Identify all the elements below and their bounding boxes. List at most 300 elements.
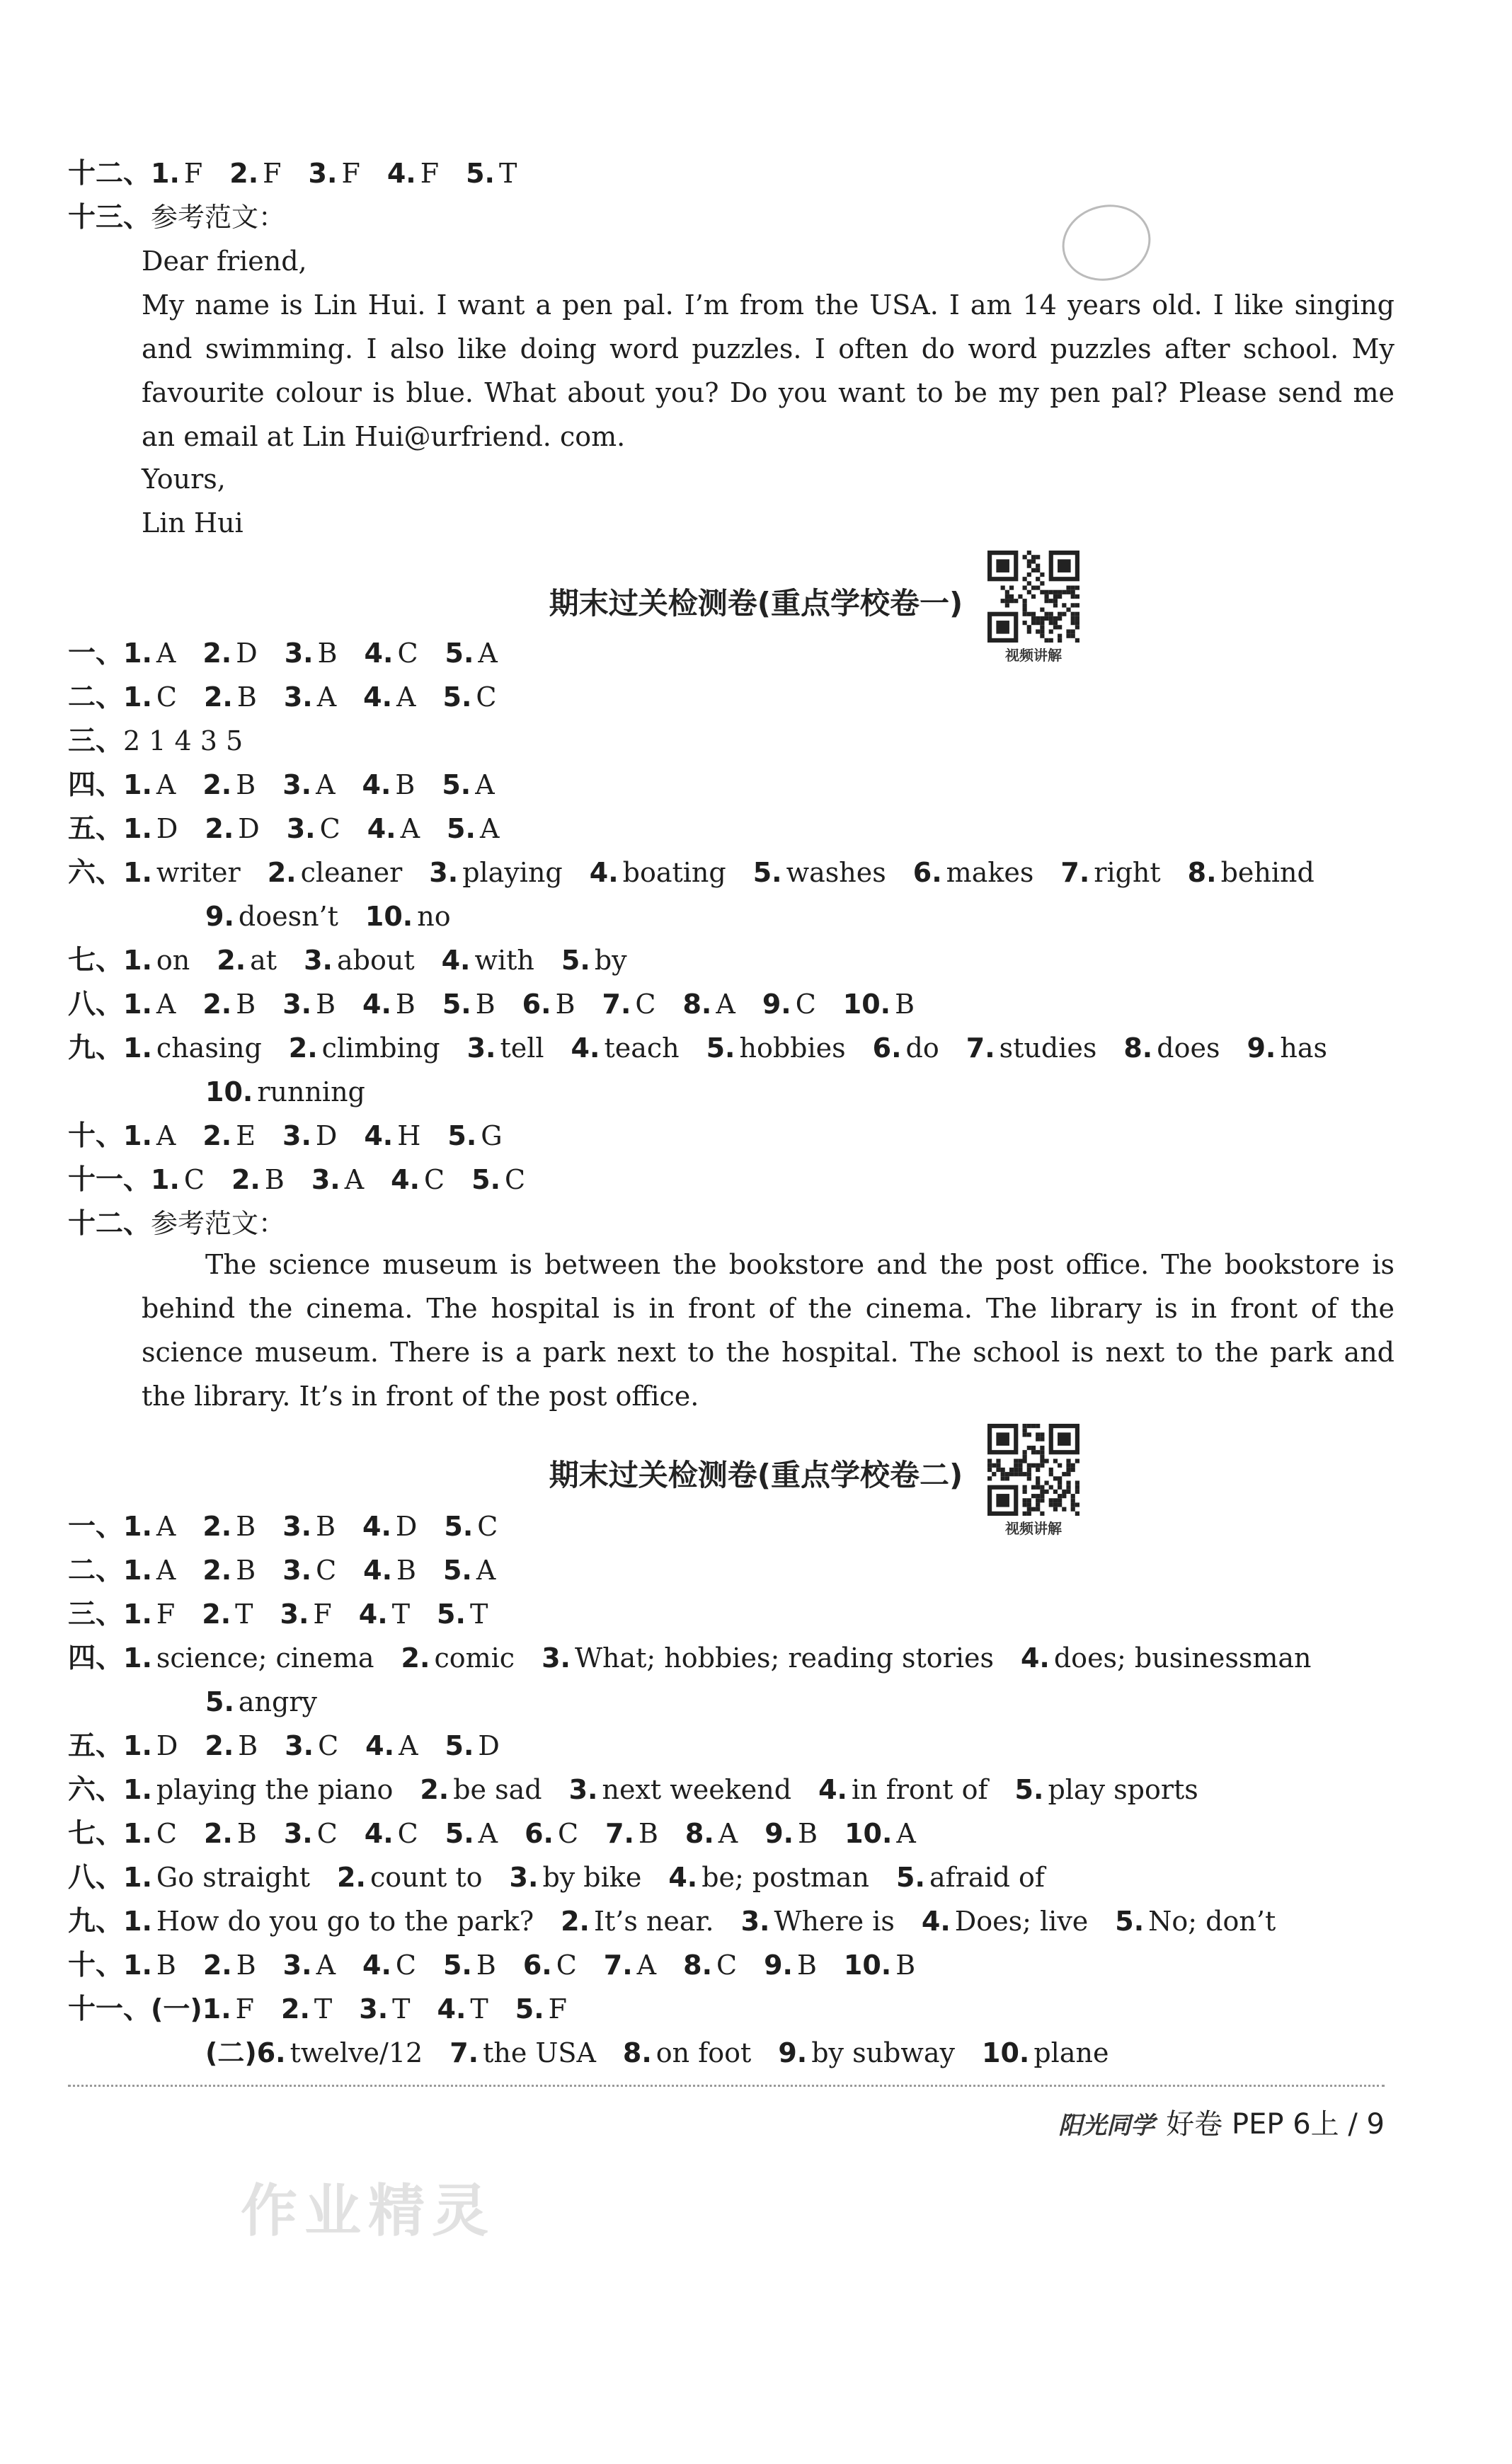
answer-item	[123, 1599, 175, 1630]
answer-value: C	[395, 1950, 416, 1981]
question-number: 2.	[203, 681, 233, 713]
answer-item	[365, 638, 418, 669]
question-number: 5.	[561, 945, 590, 976]
answer-item	[466, 158, 517, 189]
section-label: 一、	[68, 638, 124, 669]
section-label: 十二、	[68, 158, 151, 190]
question-number: 4.	[367, 813, 396, 844]
answer-item	[202, 1555, 256, 1586]
question-number: 2.	[202, 989, 232, 1020]
answer-value: E	[236, 1120, 256, 1151]
answer-line	[68, 1991, 594, 2027]
answer-value: A	[156, 638, 176, 669]
answer-line	[68, 679, 523, 715]
answer-item	[359, 1993, 410, 2025]
top-section-12	[68, 156, 544, 192]
question-number: 2.	[202, 1599, 231, 1630]
question-number: 1.	[123, 1950, 152, 1981]
section-label: 四、	[68, 769, 124, 801]
answer-item	[123, 1774, 393, 1805]
answer-item	[741, 1906, 895, 1937]
section-label: 八、	[68, 1862, 124, 1894]
answer-value: A	[156, 1120, 176, 1151]
answer-item	[1123, 1032, 1220, 1064]
answer-value: Where is	[774, 1906, 895, 1937]
answer-value: A	[316, 681, 337, 713]
answer-item	[203, 1950, 256, 1981]
answer-item	[151, 158, 202, 189]
question-number: 2.	[205, 1730, 234, 1761]
question-number: 2.	[288, 1032, 318, 1064]
question-number: 3.	[304, 945, 333, 976]
question-number: 3.	[286, 813, 316, 844]
section-label: 三、	[68, 725, 124, 757]
question-number: 5.	[205, 1686, 234, 1717]
question-number: 1.	[123, 1774, 152, 1805]
answer-item	[123, 1950, 176, 1981]
question-number: 5.	[442, 681, 472, 713]
answer-item	[123, 1862, 310, 1893]
answer-item	[229, 158, 281, 189]
answer-item	[762, 989, 816, 1020]
answer-value: B	[316, 989, 336, 1020]
answer-item	[444, 1511, 498, 1542]
section-label: 二、	[68, 681, 124, 713]
answer-item	[844, 1818, 916, 1849]
section-label: 十二、	[68, 1208, 151, 1240]
question-number: 5.	[515, 1993, 544, 2025]
answer-value: F	[156, 1599, 176, 1630]
question-number: 8.	[1123, 1032, 1153, 1064]
answer-value: A	[479, 813, 500, 844]
question-number: 2.	[420, 1774, 449, 1805]
answer-item	[123, 813, 178, 844]
answer-item	[285, 638, 338, 669]
answer-value: T	[470, 1993, 488, 2025]
answer-item	[685, 1818, 738, 1849]
answer-line	[68, 1206, 312, 1242]
answer-value: A	[400, 813, 420, 844]
answer-item	[123, 1511, 176, 1542]
answer-value: T	[498, 158, 517, 189]
answer-value: 2 1 4 3 5	[123, 725, 244, 756]
question-number: 3.	[283, 681, 313, 713]
question-number: 5.	[1014, 1774, 1044, 1805]
answer-item	[202, 638, 257, 669]
question-number: 3.	[282, 1120, 311, 1151]
section-label: 五、	[68, 1730, 124, 1762]
answer-value: B	[555, 989, 575, 1020]
answer-item	[363, 1555, 416, 1586]
answer-value: by subway	[811, 2037, 956, 2068]
answer-value: has	[1280, 1032, 1327, 1064]
answer-value: chasing	[156, 1032, 262, 1064]
answer-value: D	[238, 813, 260, 844]
answer-value: B	[895, 989, 915, 1020]
answer-item	[123, 1120, 176, 1151]
answer-value: do	[905, 1032, 939, 1064]
answer-item	[282, 989, 336, 1020]
answer-item	[523, 1950, 577, 1981]
question-number: 3.	[509, 1862, 539, 1893]
answer-item	[764, 1950, 817, 1981]
answer-value: C	[635, 989, 656, 1020]
answer-value: D	[156, 1730, 178, 1761]
answer-item	[401, 1642, 515, 1674]
question-number: 4.	[358, 1599, 388, 1630]
question-number: 3.	[359, 1993, 389, 2025]
answer-value: B	[236, 989, 256, 1020]
question-number: 4.	[364, 638, 394, 669]
question-number: 5.	[447, 1120, 477, 1151]
answer-value: cleaner	[300, 857, 403, 888]
question-number: 2.	[202, 638, 232, 669]
answer-item	[282, 1120, 337, 1151]
question-number: 5.	[471, 1164, 501, 1195]
question-number: 3.	[282, 769, 312, 800]
answer-item	[510, 1862, 642, 1893]
answer-value: boating	[622, 857, 726, 888]
question-number: 9.	[778, 2037, 808, 2068]
answer-value: B	[236, 769, 256, 800]
answer-item	[913, 857, 1034, 888]
answer-value: T	[392, 1993, 411, 2025]
answer-line	[68, 1904, 1302, 1940]
qr-code-icon	[987, 551, 1079, 643]
answer-value: A	[636, 1950, 657, 1981]
question-number: 1.	[123, 1862, 152, 1893]
answer-item	[202, 989, 256, 1020]
answer-item	[569, 1774, 791, 1805]
answer-value: A	[716, 989, 735, 1020]
answer-value: teach	[604, 1032, 680, 1064]
question-number: 3.	[311, 1164, 340, 1195]
stamp-icon	[1053, 195, 1159, 291]
qr-label: 视频讲解	[1005, 647, 1062, 664]
question-number: 4.	[364, 1818, 394, 1849]
question-number: 4.	[571, 1032, 600, 1064]
question-number: 1.	[123, 1032, 152, 1064]
question-number: 2.	[203, 1818, 233, 1849]
answer-item	[387, 158, 439, 189]
answer-value: F	[263, 158, 282, 189]
section-label: 九、	[68, 1032, 124, 1064]
answer-value: studies	[999, 1032, 1097, 1064]
qr-code-icon	[987, 1424, 1079, 1516]
question-number: 5.	[752, 857, 782, 888]
answer-line	[68, 1596, 515, 1633]
answer-value: A	[316, 1950, 336, 1981]
answer-value: A	[718, 1818, 738, 1849]
answer-value: D	[236, 638, 258, 669]
section-label: 十一、	[68, 1993, 151, 2025]
answer-item	[151, 1993, 254, 2025]
question-number: 5.	[442, 989, 471, 1020]
answer-item	[123, 769, 176, 800]
question-number: 6.	[522, 989, 551, 1020]
answer-line	[205, 899, 478, 934]
section-label: 十、	[68, 1120, 124, 1152]
answer-item	[362, 769, 416, 800]
question-number: (二)6.	[205, 2037, 286, 2068]
answer-value: B	[475, 989, 496, 1020]
answer-value: T	[391, 1599, 411, 1630]
question-number: 4.	[364, 1120, 394, 1151]
question-number: 2.	[561, 1906, 590, 1937]
answer-item	[764, 1818, 818, 1849]
answer-line	[68, 1118, 529, 1154]
answer-item	[123, 1818, 177, 1849]
question-number: 5.	[706, 1032, 735, 1064]
answer-item	[1188, 857, 1315, 888]
answer-item	[365, 1818, 418, 1849]
answer-value: science; cinema	[156, 1642, 374, 1674]
question-number: 10.	[365, 901, 413, 932]
question-number: 3.	[284, 638, 314, 669]
question-number: 2.	[267, 857, 297, 888]
answer-item	[364, 1120, 420, 1151]
answer-value: at	[250, 945, 277, 976]
question-number: 5.	[896, 1862, 925, 1893]
answer-value: by bike	[542, 1862, 642, 1893]
answer-value: F	[183, 158, 203, 189]
answer-item	[668, 1862, 869, 1893]
question-number: 2.	[202, 1511, 232, 1542]
answer-value: C	[318, 1730, 339, 1761]
question-number: 3.	[283, 1818, 313, 1849]
answer-value: next weekend	[602, 1774, 792, 1805]
answer-value: makes	[946, 857, 1034, 888]
question-number: 10.	[205, 1076, 253, 1107]
question-number: 1.	[123, 1818, 152, 1849]
question-number: 4.	[391, 1164, 420, 1195]
answer-value: washes	[786, 857, 886, 888]
question-number: 5.	[442, 769, 471, 800]
question-number: 1.	[151, 1164, 180, 1195]
question-number: 9.	[1247, 1032, 1276, 1064]
answer-value: B	[395, 769, 416, 800]
answer-value: C	[556, 1950, 577, 1981]
answer-item	[123, 857, 241, 888]
section-label: 七、	[68, 1818, 124, 1850]
answer-value: B	[395, 989, 416, 1020]
answer-item	[123, 725, 243, 756]
question-number: 5.	[1115, 1906, 1145, 1937]
answer-value: D	[478, 1730, 500, 1761]
answer-line	[68, 1162, 552, 1198]
letter-closing: Yours,	[142, 464, 226, 495]
answer-line	[68, 1509, 525, 1545]
question-number: 8.	[685, 1818, 714, 1849]
answer-value: A	[399, 1730, 418, 1761]
exam1-essay: The science museum is between the bookstore and the post office. The bookstore is behind the cinema. The hospital is in front of the cinema. The library is in front of the science museum. There is a park next to the hospital. The school is next to the park and the library. It’s in front of the post office.	[142, 1249, 1394, 1412]
question-number: 5.	[445, 1730, 474, 1761]
answer-item	[362, 989, 416, 1020]
answer-item	[922, 1906, 1088, 1937]
answer-value: B	[236, 1511, 256, 1542]
question-number: 2.	[337, 1862, 366, 1893]
question-number: 10.	[842, 989, 891, 1020]
answer-item	[123, 1642, 374, 1674]
answer-item	[304, 945, 415, 976]
question-number: 5.	[445, 1818, 474, 1849]
answer-value: C	[316, 1555, 337, 1586]
question-number: 1.	[123, 1555, 152, 1586]
answer-item	[285, 1730, 338, 1761]
answer-value: F	[235, 1993, 255, 2025]
answer-value: A	[478, 638, 498, 669]
question-number: 1.	[123, 1599, 152, 1630]
answer-item	[391, 1164, 445, 1195]
answer-item	[202, 1120, 256, 1151]
answer-item	[284, 681, 336, 713]
answer-item	[1060, 857, 1160, 888]
question-number: 4.	[362, 989, 391, 1020]
answer-value: H	[397, 1120, 421, 1151]
answer-item	[283, 1950, 336, 1981]
answer-value: C	[183, 1164, 205, 1195]
question-number: 1.	[123, 638, 152, 669]
question-number: 1.	[123, 681, 152, 713]
answer-value: A	[156, 1511, 176, 1542]
answer-item	[515, 1993, 567, 2025]
answer-value: Does; live	[954, 1906, 1089, 1937]
question-number: 3.	[542, 1642, 571, 1674]
question-number: 4.	[362, 1950, 391, 1981]
answer-value: be sad	[453, 1774, 542, 1805]
answer-value: D	[395, 1511, 418, 1542]
answer-value: A	[156, 989, 176, 1020]
footer-divider	[68, 2085, 1385, 2087]
answer-item	[280, 1599, 332, 1630]
answer-value: F	[420, 158, 440, 189]
answer-item	[204, 681, 257, 713]
answer-line	[68, 767, 522, 803]
answer-item	[289, 1032, 440, 1064]
answer-item	[442, 769, 494, 800]
answer-item	[447, 813, 499, 844]
answer-value: B	[317, 638, 338, 669]
answer-item	[362, 1950, 416, 1981]
question-number: 9.	[764, 1818, 794, 1849]
question-number: 2.	[205, 813, 234, 844]
footer-text: 好卷 PEP 6上 / 9	[1166, 2108, 1385, 2141]
answer-item	[753, 857, 886, 888]
answer-item	[818, 1774, 987, 1805]
answer-item	[896, 1862, 1045, 1893]
answer-line	[68, 986, 941, 1023]
section-label: 九、	[68, 1906, 124, 1938]
answer-item	[205, 1730, 258, 1761]
answer-value: about	[336, 945, 415, 976]
answer-value: hobbies	[739, 1032, 846, 1064]
answer-value: C	[477, 1511, 498, 1542]
answer-item	[449, 2037, 596, 2068]
answer-value: C	[424, 1164, 445, 1195]
answer-item	[706, 1032, 846, 1064]
question-number: 4.	[386, 158, 416, 189]
answer-value: B	[316, 1511, 336, 1542]
section-label: 六、	[68, 857, 124, 889]
answer-value: 参考范文：	[151, 1208, 286, 1239]
answer-line	[68, 1772, 1225, 1808]
section-label: 五、	[68, 813, 124, 845]
answer-value: C	[795, 989, 816, 1020]
question-number: 6.	[872, 1032, 902, 1064]
question-number: 4.	[365, 1730, 395, 1761]
answer-value: How do you go to the park?	[156, 1906, 534, 1937]
answer-value: doesn’t	[238, 901, 338, 932]
question-number: 3.	[740, 1906, 770, 1937]
letter-body: My name is Lin Hui. I want a pen pal. I’m from the USA. I am 14 years old. I like singing and swimming. I also like doing word puzzles. I often do word puzzles after school. My favourite colour is blue. What about you? Do you want to be my pen pal? Please send me an email at Lin Hui@urfriend. com.	[142, 289, 1394, 452]
answer-item	[123, 1555, 176, 1586]
question-number: 5.	[447, 813, 476, 844]
answer-item	[337, 1862, 483, 1893]
answer-value: A	[896, 1818, 916, 1849]
answer-value: afraid of	[929, 1862, 1045, 1893]
answer-item	[445, 1818, 498, 1849]
answer-item	[123, 681, 177, 713]
answer-line	[68, 1640, 1339, 1676]
answer-item	[443, 1555, 496, 1586]
answer-value: behind	[1220, 857, 1315, 888]
answer-item	[447, 1120, 502, 1151]
section-label: 十、	[68, 1950, 124, 1981]
question-number: 9.	[205, 901, 234, 932]
answer-item	[284, 1818, 338, 1849]
section-label: 一、	[68, 1511, 124, 1543]
answer-item	[873, 1032, 939, 1064]
question-number: 3.	[280, 1599, 309, 1630]
answer-value: A	[156, 769, 176, 800]
section-label: 六、	[68, 1774, 124, 1806]
question-number: 9.	[762, 989, 791, 1020]
question-number: 2.	[202, 1950, 232, 1981]
section-label: 三、	[68, 1599, 124, 1630]
question-number: 1.	[123, 813, 152, 844]
answer-value: B	[798, 1818, 818, 1849]
answer-item	[1247, 1032, 1327, 1064]
question-number: 4.	[668, 1862, 698, 1893]
answer-value: C	[319, 813, 340, 844]
answer-value: writer	[156, 857, 241, 888]
answer-value: playing	[462, 857, 563, 888]
question-number: 2.	[202, 1120, 232, 1151]
answer-value: No; don’t	[1148, 1906, 1276, 1937]
answer-item	[123, 989, 176, 1020]
answer-value: count to	[370, 1862, 483, 1893]
answer-value: C	[716, 1950, 738, 1981]
question-number: 7.	[449, 2037, 479, 2068]
question-number: 3.	[568, 1774, 598, 1805]
answer-item	[231, 1164, 285, 1195]
question-number: 3.	[282, 989, 312, 1020]
answer-value: G	[481, 1120, 503, 1151]
answer-item	[623, 2037, 751, 2068]
model-essay-label: 参考范文：	[151, 202, 286, 233]
answer-line	[205, 1684, 344, 1720]
answer-item	[123, 638, 176, 669]
question-number: 1.	[123, 1642, 152, 1674]
question-number: 1.	[123, 989, 152, 1020]
question-number: 8.	[682, 989, 712, 1020]
answer-line	[68, 723, 270, 759]
answer-item	[205, 1686, 317, 1717]
answer-value: A	[156, 1555, 176, 1586]
answer-item	[365, 1730, 418, 1761]
answer-value: B	[238, 1730, 258, 1761]
answer-value: C	[316, 1818, 338, 1849]
